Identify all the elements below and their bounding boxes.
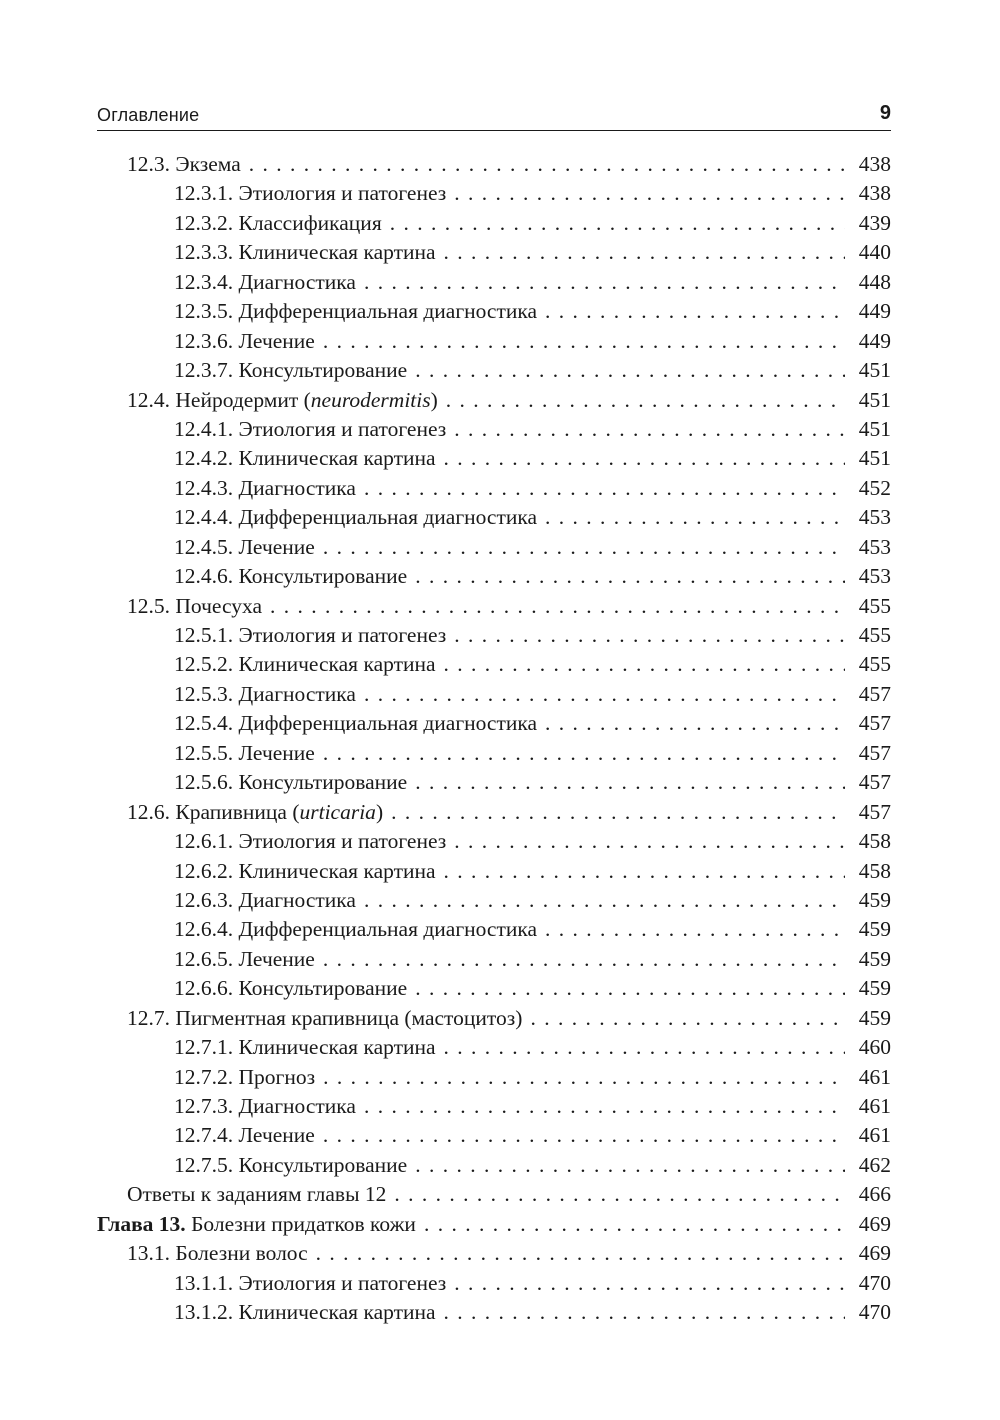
toc-entry-number: 12.4.3. bbox=[174, 475, 234, 500]
toc-entry-label bbox=[127, 150, 241, 179]
dot-leader bbox=[444, 444, 845, 473]
toc-subsection-entry[interactable] bbox=[97, 474, 891, 503]
toc-entry-label bbox=[174, 474, 356, 503]
dot-leader bbox=[364, 1092, 845, 1121]
toc-entry-number: 12.6.4. bbox=[174, 917, 234, 942]
toc-entry-title: Клиническая картина bbox=[238, 1035, 436, 1060]
toc-entry-title: Диагностика bbox=[238, 681, 356, 706]
toc-entry-page: 449 bbox=[858, 328, 891, 353]
dot-leader bbox=[454, 415, 845, 444]
toc-entry-number: 12.4.2. bbox=[174, 446, 234, 471]
toc-entry-title: Дифференциальная диагностика bbox=[238, 299, 538, 324]
toc-entry-number: 12.3.1. bbox=[174, 181, 234, 206]
toc-entry-number: 12.6.5. bbox=[174, 946, 234, 971]
toc-entry-label bbox=[174, 974, 407, 1003]
toc-subsection-entry[interactable] bbox=[97, 945, 891, 974]
toc-entry-title: Консультирование bbox=[238, 564, 408, 589]
dot-leader bbox=[364, 886, 845, 915]
toc-subsection-entry[interactable] bbox=[97, 415, 891, 444]
toc-entry-title: Лечение bbox=[238, 740, 315, 765]
toc-entry-number: 12.5. bbox=[127, 593, 170, 618]
toc-entry-label bbox=[127, 592, 262, 621]
toc-entry-title: Клиническая картина bbox=[238, 652, 436, 677]
toc-entry-title: Лечение bbox=[238, 1123, 315, 1148]
toc-entry-page: 448 bbox=[858, 269, 891, 294]
toc-entry-number: 12.7.1. bbox=[174, 1035, 234, 1060]
toc-entry-title: Консультирование bbox=[238, 976, 408, 1001]
toc-subsection-entry[interactable] bbox=[97, 680, 891, 709]
toc-entry-title: Этиология и патогенез bbox=[238, 181, 447, 206]
toc-entry-title: Консультирование bbox=[238, 770, 408, 795]
toc-section-entry[interactable] bbox=[97, 150, 891, 179]
toc-entry-number: 12.7.3. bbox=[174, 1094, 234, 1118]
toc-entry-number: 12.4.4. bbox=[174, 505, 234, 530]
dot-leader bbox=[530, 1004, 845, 1033]
dot-leader bbox=[323, 1063, 845, 1092]
toc-entry-title: Консультирование bbox=[238, 358, 408, 383]
dot-leader bbox=[391, 798, 845, 827]
toc-entry-number: 12.7.5. bbox=[174, 1152, 234, 1177]
toc-entry-label bbox=[174, 768, 407, 797]
toc-entry-number: 12.4.6. bbox=[174, 564, 234, 589]
toc-entry-label bbox=[174, 739, 315, 768]
toc-entry-page: 459 bbox=[858, 917, 891, 942]
toc-entry-number: 12.3. bbox=[127, 152, 170, 176]
dot-leader bbox=[364, 268, 845, 297]
toc-subsection-entry[interactable] bbox=[97, 827, 891, 856]
toc-entry-page: 457 bbox=[858, 711, 891, 736]
toc-entry-title: Диагностика bbox=[238, 475, 356, 500]
toc-entry-label bbox=[174, 1063, 315, 1092]
toc-entry-label bbox=[174, 415, 446, 444]
toc-entry-title: Лечение bbox=[238, 534, 315, 559]
toc-entry-title: Этиология и патогенез bbox=[238, 623, 447, 647]
toc-entry-page: 461 bbox=[858, 1123, 891, 1148]
toc-entry-title: Диагностика bbox=[238, 1094, 356, 1118]
toc-entry-title: Лечение bbox=[238, 946, 315, 971]
toc-entry-page: 457 bbox=[858, 681, 891, 706]
toc-entry-label bbox=[174, 356, 407, 385]
toc-chapter-entry[interactable] bbox=[97, 1210, 891, 1239]
toc-entry-title: Консультирование bbox=[238, 1152, 408, 1177]
toc-entry-number: 12.6.2. bbox=[174, 858, 234, 883]
toc-entry-label bbox=[174, 945, 315, 974]
toc-entry-number: 12.5.3. bbox=[174, 681, 234, 706]
toc-subsection-entry[interactable] bbox=[97, 1151, 891, 1180]
toc-entry-page: 453 bbox=[858, 505, 891, 530]
toc-subsection-entry[interactable] bbox=[97, 974, 891, 1003]
toc-section-entry[interactable] bbox=[97, 386, 891, 415]
toc-entry-number: 12.7.2. bbox=[174, 1064, 234, 1089]
toc-entry-number: 12.5.4. bbox=[174, 711, 234, 736]
toc-subsection-entry[interactable] bbox=[97, 179, 891, 208]
toc-entry-title: Клиническая картина bbox=[238, 1300, 436, 1325]
toc-entry-title-suffix: ) bbox=[375, 799, 384, 824]
dot-leader bbox=[444, 857, 845, 886]
toc-entry-page: 438 bbox=[858, 152, 891, 176]
dot-leader bbox=[249, 150, 845, 179]
toc-entry-title: Дифференциальная диагностика bbox=[238, 505, 538, 530]
dot-leader bbox=[545, 503, 845, 532]
toc-entry-label bbox=[174, 1151, 407, 1180]
toc-entry-title: Нейродермит ( bbox=[175, 387, 311, 412]
toc-entry-label bbox=[174, 1033, 436, 1062]
toc-section-entry[interactable] bbox=[97, 1239, 891, 1268]
toc-entry-label bbox=[174, 297, 537, 326]
toc-entry-label bbox=[174, 562, 407, 591]
toc-entry-page: 459 bbox=[858, 887, 891, 912]
toc-entry-title: Клиническая картина bbox=[238, 240, 436, 265]
toc-entry-number: 12.5.5. bbox=[174, 740, 234, 765]
toc-subsection-entry[interactable] bbox=[97, 621, 891, 650]
toc-subsection-entry[interactable] bbox=[97, 356, 891, 385]
dot-leader bbox=[444, 238, 845, 267]
toc-subsection-entry[interactable] bbox=[97, 327, 891, 356]
toc-entry-title: Дифференциальная диагностика bbox=[238, 917, 538, 942]
toc-entry-page: 470 bbox=[858, 1300, 891, 1325]
toc-entry-title: Почесуха bbox=[175, 593, 263, 618]
toc-entry-label bbox=[174, 680, 356, 709]
toc-entry-page: 457 bbox=[858, 799, 891, 824]
toc-subsection-entry[interactable] bbox=[97, 915, 891, 944]
toc-section-entry[interactable] bbox=[97, 1004, 891, 1033]
dot-leader bbox=[545, 709, 845, 738]
page-number: 9 bbox=[879, 102, 891, 124]
running-head-title: Оглавление bbox=[97, 105, 200, 125]
toc-entry-number: 12.3.3. bbox=[174, 240, 234, 265]
dot-leader bbox=[323, 1121, 845, 1150]
toc-entry-label bbox=[174, 915, 537, 944]
toc-entry-page: 469 bbox=[858, 1241, 891, 1266]
dot-leader bbox=[323, 945, 845, 974]
dot-leader bbox=[316, 1239, 845, 1268]
toc-entry-title: Диагностика bbox=[238, 269, 356, 294]
toc-entry-label bbox=[174, 209, 382, 238]
toc-entry-page: 461 bbox=[858, 1064, 891, 1089]
toc-section-entry[interactable] bbox=[97, 798, 891, 827]
dot-leader bbox=[364, 474, 845, 503]
toc-section-entry[interactable] bbox=[97, 592, 891, 621]
dot-leader bbox=[415, 356, 845, 385]
toc-entry-label bbox=[127, 1180, 386, 1209]
dot-leader bbox=[323, 533, 845, 562]
toc-entry-label bbox=[127, 798, 383, 827]
toc-subsection-entry[interactable] bbox=[97, 650, 891, 679]
toc-subsection-entry[interactable] bbox=[97, 857, 891, 886]
toc-entry-label bbox=[174, 827, 446, 856]
toc-subsection-entry[interactable] bbox=[97, 297, 891, 326]
toc-entry-title: Экзема bbox=[175, 152, 241, 176]
toc-entry-label bbox=[174, 1121, 315, 1150]
dot-leader bbox=[444, 650, 845, 679]
dot-leader bbox=[390, 209, 845, 238]
toc-entry-title: Дифференциальная диагностика bbox=[238, 711, 538, 736]
toc-entry-label bbox=[97, 1210, 416, 1239]
toc-entry-page: 459 bbox=[858, 976, 891, 1001]
toc-entry-page: 469 bbox=[858, 1211, 891, 1236]
dot-leader bbox=[270, 592, 845, 621]
toc-subsection-entry[interactable] bbox=[97, 503, 891, 532]
toc-entry-label bbox=[174, 179, 446, 208]
toc-subsection-entry[interactable] bbox=[97, 1063, 891, 1092]
toc-subsection-entry[interactable] bbox=[97, 1033, 891, 1062]
dot-leader bbox=[446, 386, 845, 415]
toc-subsection-entry[interactable] bbox=[97, 1092, 891, 1121]
toc-entry-number: 12.3.2. bbox=[174, 210, 234, 235]
toc-entry-page: 459 bbox=[858, 946, 891, 971]
toc-entry-page: 440 bbox=[858, 240, 891, 265]
toc-entry-label bbox=[174, 1298, 436, 1327]
toc-entry-label bbox=[174, 1269, 446, 1298]
toc-entry-title: Ответы к заданиям главы 12 bbox=[127, 1182, 387, 1207]
toc-entry-number: 13.1. bbox=[127, 1241, 170, 1266]
toc-entry-title: Этиология и патогенез bbox=[238, 416, 447, 441]
dot-leader bbox=[545, 297, 845, 326]
toc-entry-title: Болезни придатков кожи bbox=[191, 1211, 416, 1236]
toc-subsection-entry[interactable] bbox=[97, 562, 891, 591]
toc-entry-label bbox=[174, 327, 315, 356]
dot-leader bbox=[415, 562, 845, 591]
toc-subsection-entry[interactable] bbox=[97, 768, 891, 797]
toc-entry-page: 457 bbox=[858, 770, 891, 795]
toc-entry-title: Крапивница ( bbox=[175, 799, 300, 824]
toc-entry-number: 12.6.6. bbox=[174, 976, 234, 1001]
toc-section-entry[interactable] bbox=[97, 1180, 891, 1209]
toc-entry-page: 455 bbox=[858, 593, 891, 618]
toc-entry-page: 455 bbox=[858, 652, 891, 677]
toc-entry-page: 453 bbox=[858, 564, 891, 589]
toc-entry-page: 466 bbox=[858, 1182, 891, 1207]
toc-entry-number: 12.7. bbox=[127, 1005, 170, 1030]
toc-entry-page: 451 bbox=[858, 387, 891, 412]
toc-entry-number: 12.6.3. bbox=[174, 887, 234, 912]
toc-entry-number: 12.3.5. bbox=[174, 299, 234, 324]
toc-entry-page: 462 bbox=[858, 1152, 891, 1177]
toc-entry-number: 12.5.1. bbox=[174, 623, 234, 647]
toc-entry-label bbox=[174, 650, 436, 679]
toc-entry-title: Классификация bbox=[238, 210, 382, 235]
toc-entry-page: 455 bbox=[858, 623, 891, 647]
toc-subsection-entry[interactable] bbox=[97, 238, 891, 267]
dot-leader bbox=[394, 1180, 845, 1209]
dot-leader bbox=[364, 680, 845, 709]
toc-entry-label bbox=[174, 268, 356, 297]
toc-subsection-entry[interactable] bbox=[97, 444, 891, 473]
toc-subsection-entry[interactable] bbox=[97, 1121, 891, 1150]
dot-leader bbox=[424, 1210, 845, 1239]
toc-entry-label bbox=[174, 621, 446, 650]
toc-entry-title: Лечение bbox=[238, 328, 315, 353]
toc-entry-number: 12.7.4. bbox=[174, 1123, 234, 1148]
toc-entry-number: 12.6.1. bbox=[174, 829, 234, 854]
toc-entry-number: 12.3.7. bbox=[174, 358, 234, 383]
toc-entry-number: 12.3.4. bbox=[174, 269, 234, 294]
dot-leader bbox=[415, 974, 845, 1003]
toc-entry-page: 460 bbox=[858, 1035, 891, 1060]
toc-entry-page: 439 bbox=[858, 210, 891, 235]
dot-leader bbox=[444, 1298, 845, 1327]
toc-entry-label bbox=[174, 503, 537, 532]
toc-subsection-entry[interactable] bbox=[97, 739, 891, 768]
toc-subsection-entry[interactable] bbox=[97, 268, 891, 297]
toc-entry-title: Клиническая картина bbox=[238, 858, 436, 883]
toc-entry-label bbox=[174, 444, 436, 473]
dot-leader bbox=[545, 915, 845, 944]
toc-entry-page: 458 bbox=[858, 829, 891, 854]
toc-entry-label bbox=[174, 533, 315, 562]
toc-entry-page: 459 bbox=[858, 1005, 891, 1030]
toc-entry-page: 457 bbox=[858, 740, 891, 765]
toc-subsection-entry[interactable] bbox=[97, 209, 891, 238]
toc-entry-label bbox=[127, 386, 438, 415]
toc-subsection-entry[interactable] bbox=[97, 1298, 891, 1327]
toc-entry-page: 451 bbox=[858, 358, 891, 383]
toc-subsection-entry[interactable] bbox=[97, 1269, 891, 1298]
dot-leader bbox=[415, 1151, 845, 1180]
toc-entry-title: Прогноз bbox=[238, 1064, 316, 1089]
toc-entry-number: 12.4.5. bbox=[174, 534, 234, 559]
dot-leader bbox=[323, 327, 845, 356]
toc-entry-title: Пигментная крапивница (мастоцитоз) bbox=[175, 1005, 523, 1030]
dot-leader bbox=[415, 768, 845, 797]
toc-entry-label bbox=[174, 1092, 356, 1121]
toc-entry-number: 12.4.1. bbox=[174, 416, 234, 441]
toc-entry-page: 461 bbox=[858, 1094, 891, 1118]
toc-entry-number: 13.1.1. bbox=[174, 1270, 234, 1295]
toc-entry-label bbox=[174, 238, 436, 267]
toc-entry-page: 452 bbox=[858, 475, 891, 500]
toc-entry-title-latin: neurodermitis bbox=[310, 387, 431, 412]
toc-entry-label bbox=[174, 886, 356, 915]
dot-leader bbox=[454, 1269, 845, 1298]
toc-entry-number: 12.5.2. bbox=[174, 652, 234, 677]
toc-entry-page: 451 bbox=[858, 446, 891, 471]
toc-entry-page: 438 bbox=[858, 181, 891, 206]
toc-entry-title: Болезни волос bbox=[175, 1241, 308, 1266]
toc-entry-label bbox=[174, 709, 537, 738]
toc-entry-page: 449 bbox=[858, 299, 891, 324]
toc-entry-title: Клиническая картина bbox=[238, 446, 436, 471]
toc-entry-title: Этиология и патогенез bbox=[238, 829, 447, 854]
toc-entry-number: 12.5.6. bbox=[174, 770, 234, 795]
toc-entry-number: 13.1.2. bbox=[174, 1300, 234, 1325]
toc-subsection-entry[interactable] bbox=[97, 533, 891, 562]
dot-leader bbox=[444, 1033, 845, 1062]
dot-leader bbox=[323, 739, 845, 768]
toc-entry-number: 12.3.6. bbox=[174, 328, 234, 353]
toc-entry-title: Диагностика bbox=[238, 887, 356, 912]
toc-entry-label bbox=[127, 1004, 522, 1033]
toc-entry-number: Глава 13. bbox=[97, 1211, 186, 1236]
dot-leader bbox=[454, 621, 845, 650]
table-of-contents bbox=[97, 150, 891, 1328]
toc-entry-page: 451 bbox=[858, 416, 891, 441]
dot-leader bbox=[454, 179, 845, 208]
toc-entry-label bbox=[127, 1239, 308, 1268]
toc-entry-title: Этиология и патогенез bbox=[238, 1270, 447, 1295]
toc-entry-number: 12.4. bbox=[127, 387, 170, 412]
toc-entry-page: 453 bbox=[858, 534, 891, 559]
toc-entry-page: 470 bbox=[858, 1270, 891, 1295]
toc-entry-title-suffix: ) bbox=[430, 387, 438, 412]
toc-subsection-entry[interactable] bbox=[97, 886, 891, 915]
running-head bbox=[97, 100, 891, 131]
toc-subsection-entry[interactable] bbox=[97, 709, 891, 738]
toc-entry-number: 12.6. bbox=[127, 799, 170, 824]
toc-entry-title-latin: urticaria bbox=[299, 799, 376, 824]
toc-entry-page: 458 bbox=[858, 858, 891, 883]
dot-leader bbox=[454, 827, 845, 856]
toc-entry-label bbox=[174, 857, 436, 886]
